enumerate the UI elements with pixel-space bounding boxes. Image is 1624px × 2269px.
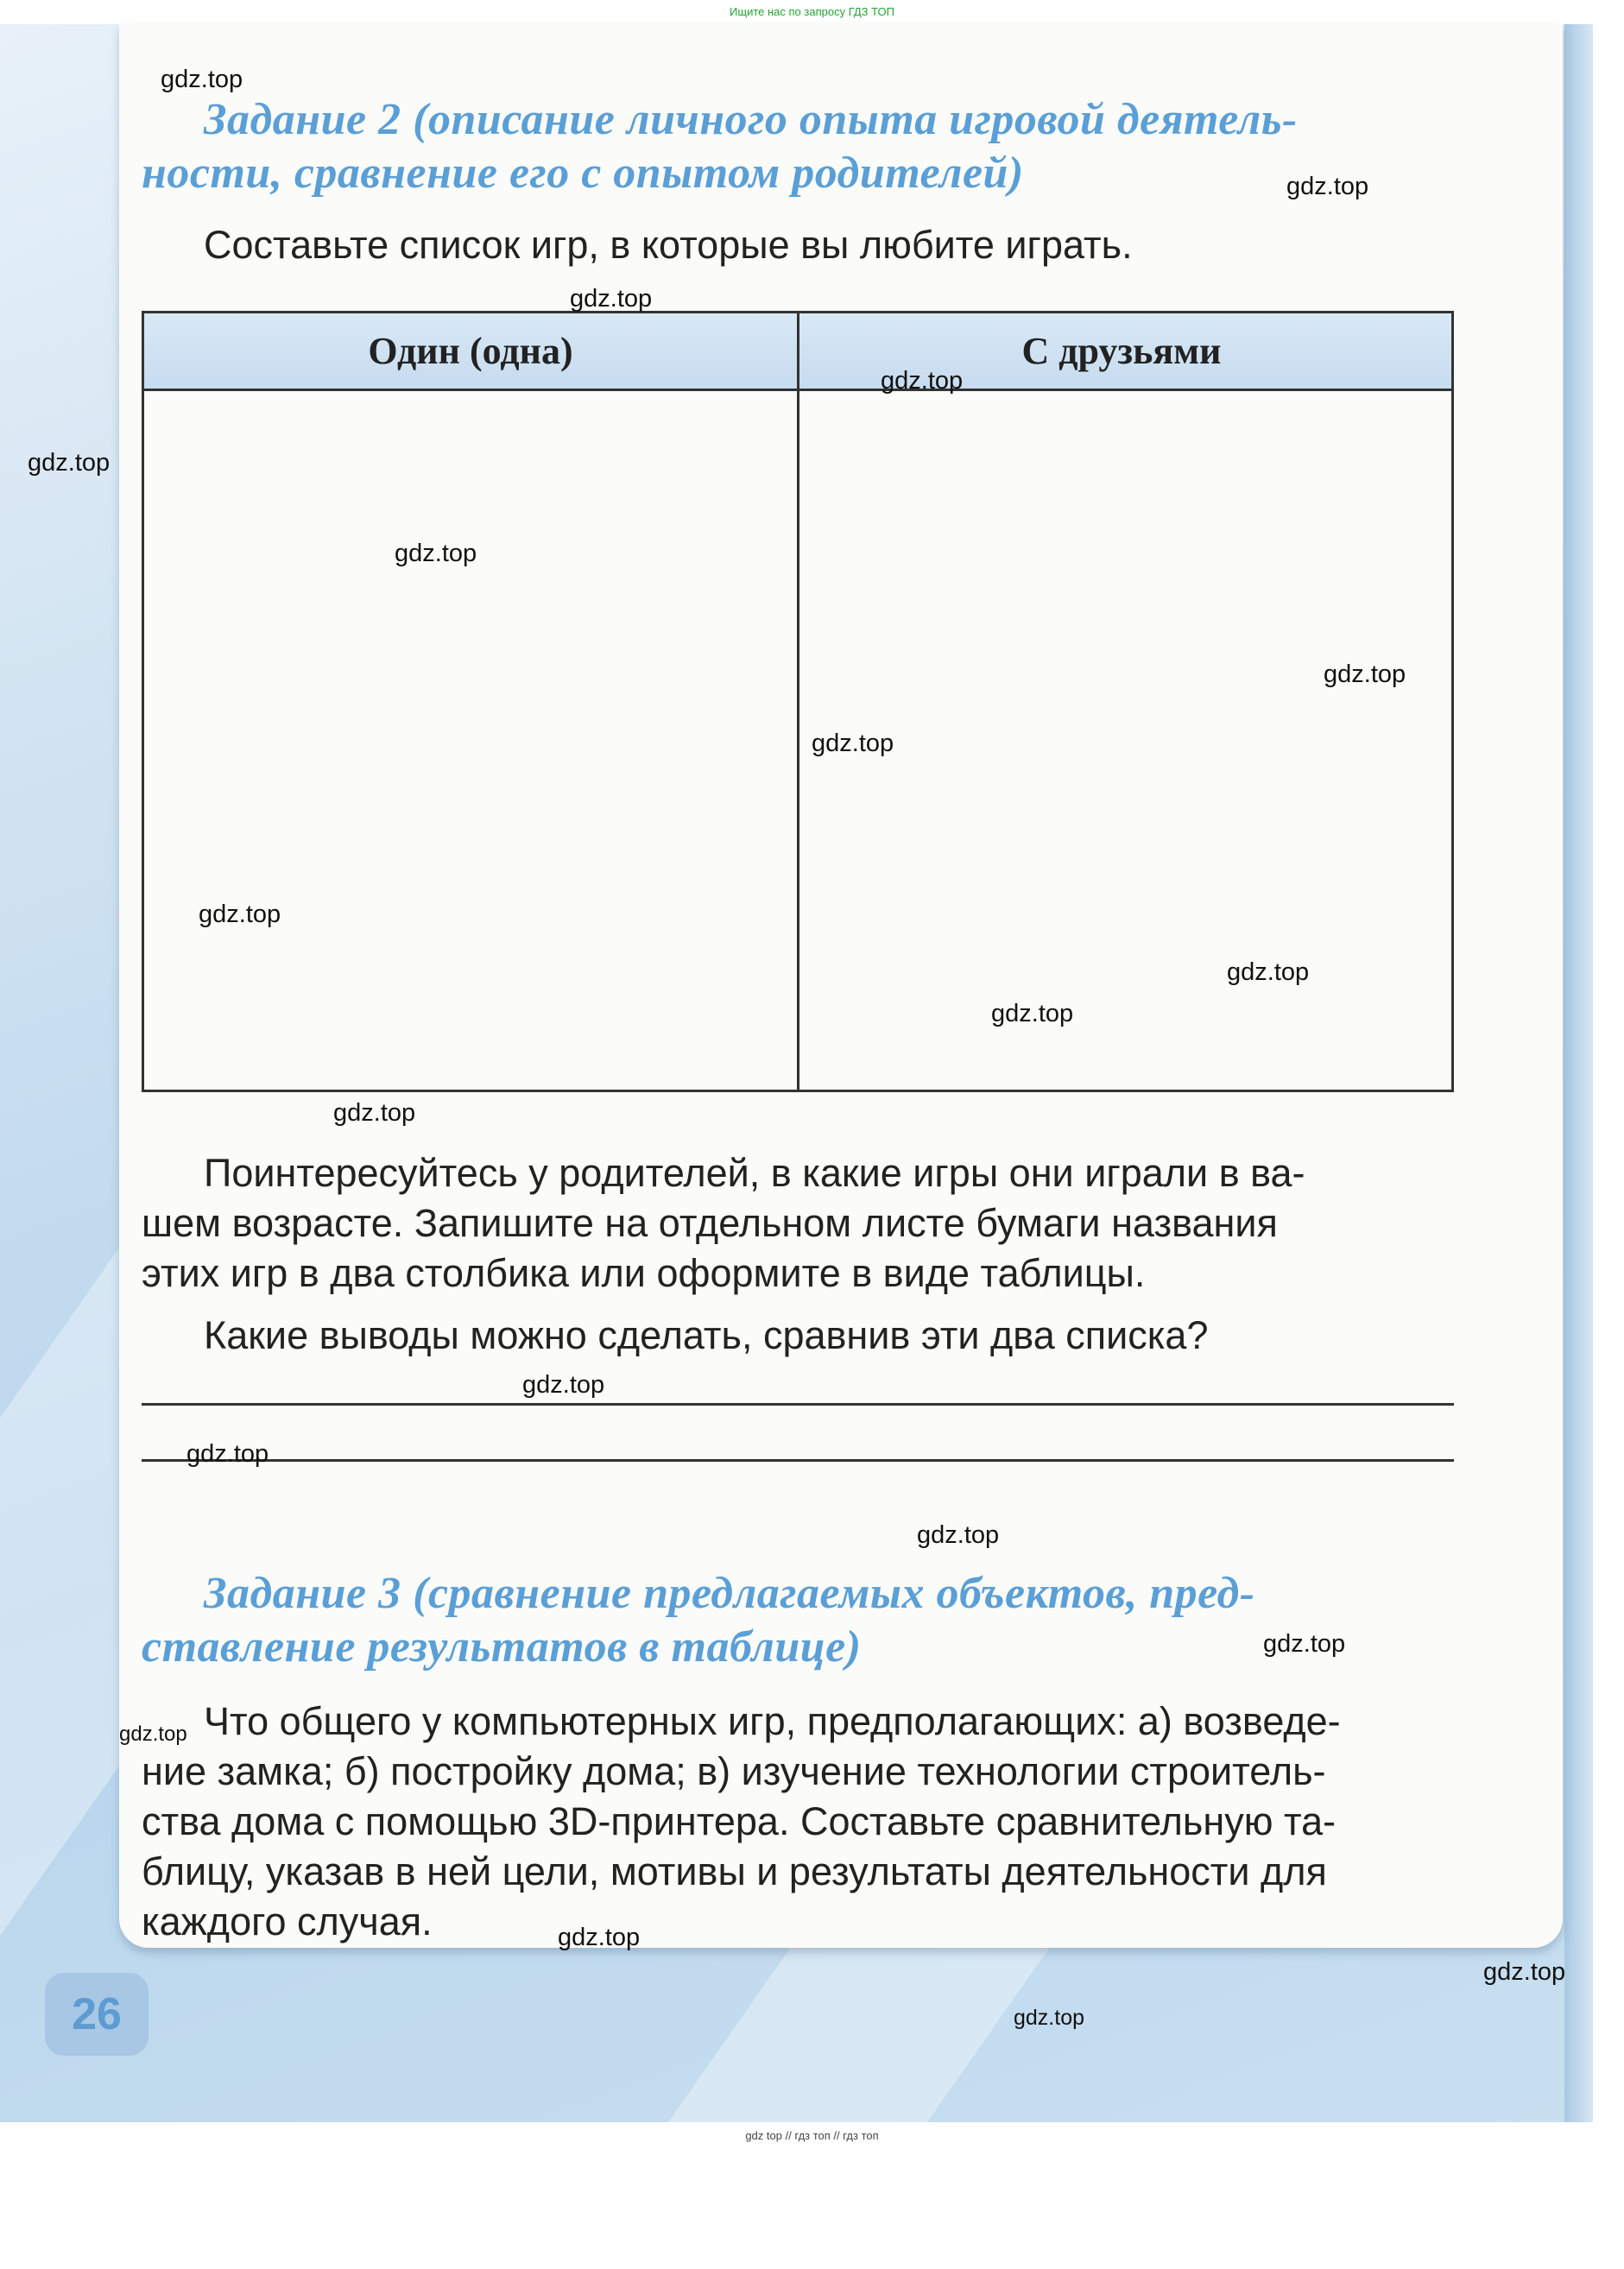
task2-question: Какие выводы можно сделать, сравнив эти два списка? [204, 1313, 1209, 1357]
task2-paragraph-line2: шем возрасте. Запишите на отдельном листе бумаги названия [142, 1201, 1278, 1245]
watermark: gdz.top [161, 66, 243, 93]
table-column-divider [797, 313, 799, 1090]
watermark: gdz.top [917, 1521, 1000, 1549]
watermark: gdz.top [1263, 1630, 1346, 1658]
column-header-with-friends: С друзьями [1021, 330, 1222, 372]
watermark: gdz.top [570, 285, 653, 313]
watermark: gdz.top [28, 449, 111, 477]
column-header-alone: Один (одна) [368, 330, 573, 372]
task2-heading-line1: Задание 2 (описание личного опыта игровой деятель- [204, 95, 1298, 144]
watermark: gdz.top [1014, 2006, 1085, 2030]
page-number-badge [45, 1973, 148, 2056]
task2-paragraph-line1: Поинтересуйтесь у родителей, в какие игры они играли в ва- [204, 1151, 1305, 1195]
task2-paragraph-line3: этих игр в два столбика или оформите в виде таблицы. [142, 1251, 1146, 1295]
bottom-notice: gdz top // гдз топ // гдз топ [745, 2129, 879, 2142]
watermark: gdz.top [1227, 958, 1310, 986]
top-notice: Ищите нас по запросу ГДЗ ТОП [730, 5, 894, 18]
watermark: gdz.top [119, 1722, 187, 1746]
watermark: gdz.top [522, 1371, 605, 1399]
watermark: gdz.top [1324, 660, 1406, 688]
task3-heading-line1: Задание 3 (сравнение предлагаемых объектов, пред- [204, 1569, 1255, 1618]
answer-line[interactable] [142, 1459, 1454, 1462]
watermark: gdz.top [199, 901, 281, 928]
watermark: gdz.top [1483, 1958, 1566, 1986]
watermark: gdz.top [1286, 173, 1369, 200]
task3-paragraph-line1: Что общего у компьютерных игр, предполагающих: а) возведе- [204, 1699, 1341, 1743]
page-number: 26 [72, 1989, 122, 2039]
watermark: gdz.top [186, 1440, 269, 1468]
task3-paragraph-line2: ние замка; б) постройку дома; в) изучение технологии строитель- [142, 1749, 1326, 1793]
task3-paragraph-line3: ства дома с помощью 3D-принтера. Составьте сравнительную та- [142, 1799, 1336, 1843]
watermark: gdz.top [558, 1924, 641, 1951]
task3-paragraph-line4: блицу, указав в ней цели, мотивы и результаты деятельности для [142, 1849, 1327, 1893]
page-edge [1564, 24, 1593, 2122]
task2-instruction: Составьте список игр, в которые вы любите играть. [204, 223, 1133, 267]
watermark: gdz.top [881, 367, 964, 395]
watermark: gdz.top [812, 730, 894, 757]
answer-line[interactable] [142, 1403, 1454, 1406]
task3-paragraph-line5: каждого случая. [142, 1899, 433, 1944]
watermark: gdz.top [395, 540, 477, 567]
watermark: gdz.top [333, 1099, 416, 1127]
task2-heading-line2: ности, сравнение его с опытом родителей) [142, 149, 1024, 198]
task3-heading-line2: ставление результатов в таблице) [142, 1622, 862, 1672]
watermark: gdz.top [991, 1000, 1074, 1027]
